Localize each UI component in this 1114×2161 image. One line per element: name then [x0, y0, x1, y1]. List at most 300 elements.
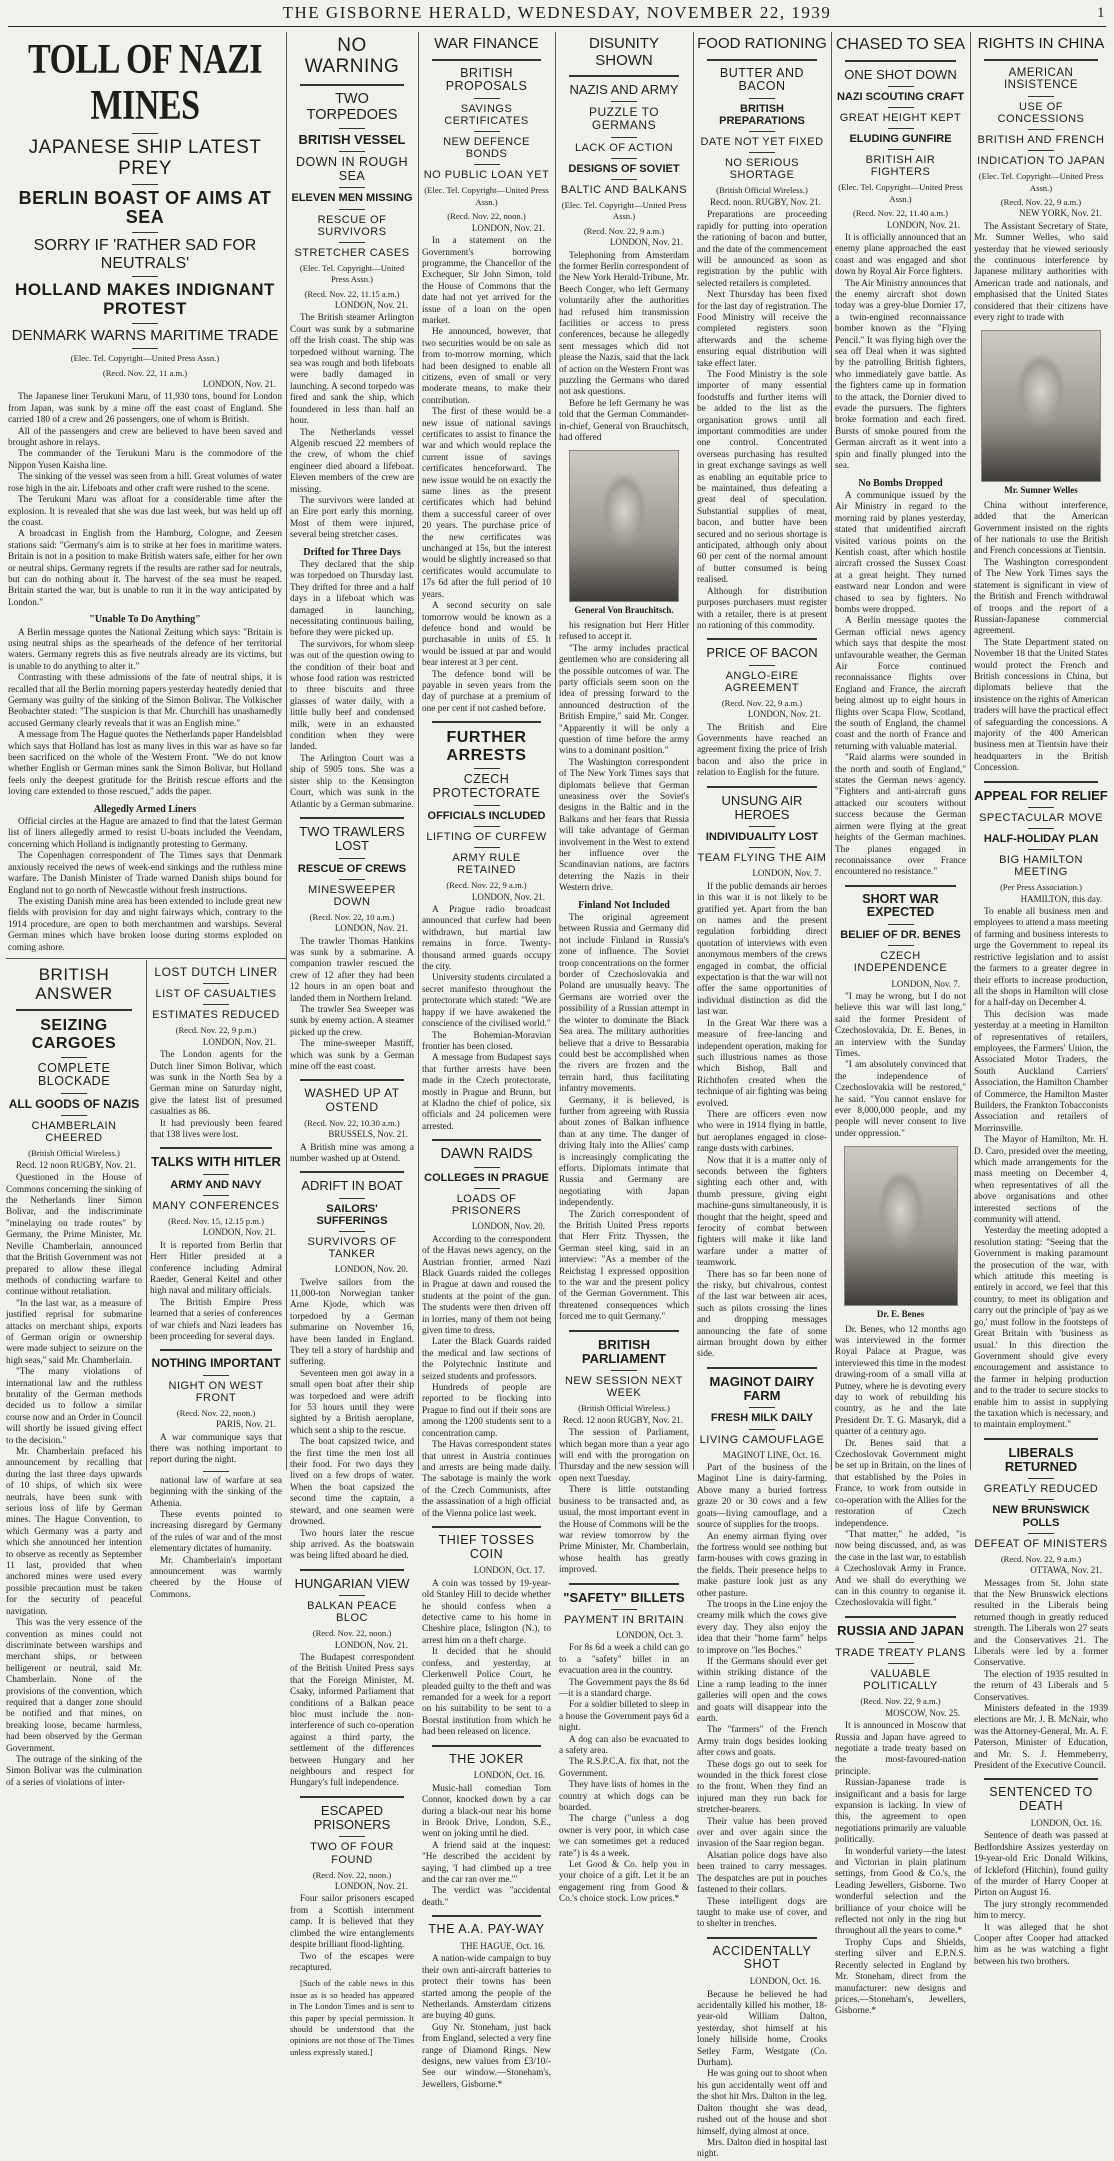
headline: THIEF TOSSES COIN: [438, 1532, 535, 1561]
column-5: [697, 32, 827, 2160]
credit-line: (British Official Wireless.): [28, 1148, 120, 1159]
divider: [749, 665, 775, 666]
dateline: Recd. 12 noon RUGBY, Nov. 21.: [562, 1414, 683, 1425]
subheadline: VALUABLE POLITICALLY: [863, 1668, 938, 1693]
divider: [569, 1583, 679, 1585]
divider: [432, 59, 541, 61]
received-line: (Recd. Nov. 22, noon.): [312, 1628, 392, 1639]
divider: [845, 60, 956, 62]
dateline: THE HAGUE, Oct. 16.: [460, 1940, 545, 1951]
headline: MAGINOT DAIRY FARM: [709, 1373, 815, 1404]
column-rule: [555, 32, 556, 1470]
dateline: LONDON, Nov. 21.: [471, 891, 545, 902]
subhead: "Unable To Do Anything": [89, 614, 201, 626]
editor-note: [Such of the cable news in this issue as is so headed has appeared in The London Times and is sent to this paper by special permission. It should be understood that the opinions are not those of The Times unless expressly stated.]: [290, 1978, 414, 2057]
subheadline: LIVING CAMOUFLAGE: [699, 1433, 825, 1446]
subheadline: LOADS OF PRISONERS: [451, 1193, 522, 1218]
subheadline: ARMY RULE RETAINED: [452, 852, 521, 877]
paragraph: The trawler Thomas Hankins was sunk by a submarine. A companion trawler rescued the crew of 12 after they had been 12 hours in an open boat and landed them in Northern Ireland.: [290, 936, 414, 1004]
paragraph: The commander of the Terukuni Maru is the commodore of the Nippon Yusen Kaisha line.: [8, 449, 282, 471]
paragraph: University students circulated a secret manifesto throughout the protectorate which stated: "We are happy if we have awakened the conscience of the civilised world.": [422, 973, 551, 1030]
paragraph: Mr. Chamberlain prefaced his announcement by recalling that during the last three days upwards of 10 ships, of which six were neutrals, have been sunk with serious loss of life by German mines. The Hague Convention, to which Germany was a party and which she announced her intention to observe as recently as September 11 last, provided that when anchored mines were used every possible precaution must be taken for the security of peaceful navigation.: [6, 1447, 142, 1617]
subheadline: NO SERIOUS SHORTAGE: [724, 157, 800, 182]
column-6: [835, 32, 966, 2017]
subheadline: SPECTACULAR MOVE: [979, 811, 1103, 824]
paragraph: A Berlin message quotes the National Zeitung which says: "Britain is using neutral ships as the spearheads of the defence of her territorial waters. Germany regrets this as five neutrals already are its victims, but is unable to do anything to alter it.": [8, 627, 282, 672]
divider: [61, 1093, 87, 1094]
headline: THE JOKER: [449, 1751, 524, 1766]
section-rule: [6, 958, 286, 959]
paragraph: For 8s 6d a week a child can go to a "safety" billet in an evacuation area in the country.: [559, 1643, 689, 1677]
divider: [888, 149, 914, 150]
paragraph: A message from Budapest says that further arrests have been made in the Czech protectorate, mostly in Prague and Brunn, but at Kladno the chief of police, six officials and 24 policemen were arrested.: [422, 1053, 551, 1132]
received-line: (Recd. Nov. 22, 9 a.m.): [1000, 196, 1082, 207]
subhead: No Bombs Dropped: [858, 477, 943, 489]
paragraph: "I may be wrong, but I do not believe this war will last long," said the former President of Czechoslovakia, Dr. E. Benes, in an interview with the Sunday Times.: [835, 991, 966, 1059]
received-line: (Recd. Nov. 22, noon.): [312, 1869, 392, 1880]
paragraph: The Arlington Court was a ship of 5905 tons. She was a sister ship to the Kensington Court, which was sunk in the Atlantic by a German submarine.: [290, 753, 414, 810]
paragraph: The survivors, for whom sleep was out of the question owing to the condition of their boat and whose food ration was restricted to three biscuits and three glasses of water daily, with a little bully beef and condensed milk, were in an exhausted condition when they were landed.: [290, 639, 414, 753]
subheadline: OFFICIALS INCLUDED: [427, 809, 546, 822]
dateline: LONDON, Nov. 21.: [334, 1639, 408, 1650]
column-2: [290, 32, 414, 2057]
subheadline: BALKAN PEACE BLOC: [307, 1600, 397, 1625]
received-line: (Recd. Nov. 22, 11 a.m.): [102, 367, 188, 378]
subheadline: NIGHT ON WEST FRONT: [168, 1379, 264, 1404]
paragraph: The Air Ministry announces that the enemy aircraft shot down today was a grey-blue Dornier 17, a twin-engined reconnaissance bomber known as the "Flying Pencil." It was flying high over the sea off Deal when it was sighted by the patrolling British fighters, who immediately gave battle. As the fighters came up in formation to the attack, the Dornier dived to evade the pursuers. The fighters broke formation and each fired. Bursts of smoke poured from the German aircraft as it went into a spin and finally plunged into the sea.: [835, 278, 966, 472]
paragraph: Before he left Germany he was told that the German Commander-in-chief, General von Brauchitsch, had offered: [559, 398, 689, 444]
divider: [984, 59, 1098, 61]
divider: [474, 1167, 500, 1168]
dateline: LONDON, Nov. 21.: [886, 219, 960, 230]
paragraph: The troops in the Line enjoy the creamy milk which the cows give every day. They also enjoy the idea that their "home farm" helps to improve on "les Boches.": [697, 1599, 827, 1656]
paragraph: The Havas correspondent states that unrest in Austria continues and arrests are being made daily. The sabotage is mainly the work of the Czech Communists, after the assassination of a high official of the Vienna police last week.: [422, 1440, 551, 1519]
subheadline: TRADE TREATY PLANS: [835, 1647, 966, 1660]
subheadline: TWO TORPEDOES: [306, 90, 398, 123]
subheadline: DATE NOT YET FIXED: [700, 136, 824, 149]
divider: [300, 1569, 404, 1571]
paragraph: Mrs. Dalton died in hospital last night.: [697, 2137, 827, 2160]
paragraph: It had previously been feared that 138 lives were lost.: [150, 1118, 282, 1141]
divider: [474, 131, 500, 132]
dateline: LONDON, Nov. 20.: [471, 1221, 545, 1232]
divider: [1028, 1533, 1054, 1534]
divider: [132, 232, 158, 233]
headline: HUNGARIAN VIEW: [294, 1575, 410, 1591]
article-toll-of-nazi-mines: [8, 32, 282, 952]
dateline: LONDON, Oct. 3.: [616, 1629, 683, 1640]
photo-caption: General Von Brauchitsch.: [574, 605, 674, 616]
dateline: LONDON, Oct. 17.: [473, 1565, 545, 1576]
divider: [749, 152, 775, 153]
advertisement: Guy Nr. Stoneham, just back from England, selected a very fine range of Diamond Rings. New designs, new values from £3/10/- See our window.—Stoneham's, Jewellers, Gisborne.*: [422, 2022, 551, 2090]
divider: [984, 781, 1098, 783]
received-line: (Recd. Nov. 22, 10 a.m.): [309, 911, 395, 922]
divider: [339, 187, 365, 188]
credit-line: (British Official Wireless.): [578, 1403, 670, 1414]
subheadline: STRETCHER CASES: [294, 246, 410, 259]
divider: [300, 1171, 404, 1173]
subheadline: NEW SESSION NEXT WEEK: [564, 1375, 684, 1400]
divider: [61, 1057, 87, 1058]
credit-line: (Elec. Tel. Copyright—United Press Assn.): [70, 353, 220, 364]
paragraph: A war communique says that there was nothing important to report during the night.: [150, 1432, 282, 1466]
dateline: LONDON, Nov. 21.: [609, 237, 683, 248]
divider: [203, 983, 229, 984]
subheadline: LACK OF ACTION: [574, 141, 674, 154]
paragraph: Questioned in the House of Commons concerning the sinking of the Netherlands liner Simon Bolivar, and the indiscriminate "minelaying on trade routes" by Germany, the Prime Minister, Mr. Neville Chamberlain, announced that the British Government was not prepared to allow these illegal methods of conducting warfare to continue without retaliation.: [6, 1173, 142, 1298]
paragraph: The first of these would be a new issue of national savings certificates to assist to finance the war and which would replace the current issue of savings certificates henceforward. The new issue would be on exactly the same lines as the present certificates which had behind them a successful career of over 20 years. The purchase price of the new certificates was unchanged at 15s, but the interest would be slightly increased so that certificates would accumulate to 17s 6d after the full period of 10 years.: [422, 407, 551, 600]
divider: [749, 826, 775, 827]
divider: [1028, 807, 1054, 808]
paragraph: A Prague radio broadcast announced that curfew had been withdrawn, but martial law remains in force. Twenty-thousand armed guards occupy the city.: [422, 905, 551, 973]
headline: THE A.A. PAY-WAY: [428, 1922, 545, 1937]
divider: [203, 1195, 229, 1196]
received-line: (Recd. Nov. 22, noon.): [447, 211, 526, 222]
article-lost-dutch-liner: [150, 962, 282, 1600]
paragraph: For a soldier billeted to sleep in a house the Government pays 6d a night.: [559, 1700, 689, 1734]
headline: ADRIFT IN BOAT: [301, 1178, 403, 1194]
dateline: LONDON, Nov. 21.: [202, 1036, 276, 1047]
divider: [749, 1407, 775, 1408]
subheadline: BIG HAMILTON MEETING: [999, 854, 1083, 879]
paragraph: The Japanese liner Terukuni Maru, of 11,930 tons, bound for London from Japan, was sunk by a mine off the east coast of England. She carried 180 of a crew and 26 passengers, one of whom is British.: [8, 392, 282, 426]
paragraph: This decision was made yesterday at a meeting in Hamilton of representatives of retailers, employees, the Farmers' Union, the Associated Motor Traders, the South Auckland Carriers' Association, the Hamilton Chamber of Commerce, the Hamilton Master Builders, the Frankton Tobacconists Association and retailers of Morrinsville.: [974, 1009, 1108, 1134]
paragraph: There has so far been none of the risky, but chivalrous, contest of the last war between air aces, such as pilots crossing the lines and dropping messages announcing the fate of some airman brought down by either side.: [697, 1269, 827, 1360]
paragraph: All of the passengers and crew are believed to have been saved and brought ashore in relays.: [8, 426, 282, 449]
paragraph: his resignation but Herr Hitler refused to accept it.: [559, 620, 689, 643]
divider: [203, 1471, 229, 1472]
divider: [339, 209, 365, 210]
credit-line: (British Official Wireless.): [716, 185, 808, 196]
paragraph: The "farmers" of the French Army train dogs besides looking after cows and goats.: [697, 1725, 827, 1759]
dateline: LONDON, Nov. 21.: [202, 1227, 276, 1238]
received-line: (Recd. Nov. 22, 9 p.m.): [175, 1025, 257, 1036]
paragraph: These events pointed to increasing disregard by Germany of the rules of war and of the most elementary dictates of humanity.: [150, 1510, 282, 1555]
divider: [16, 1009, 132, 1011]
received-line: (Recd. Nov. 22, 11.40 a.m.): [852, 208, 949, 219]
paragraph: The Bohemian-Moravian frontier has been closed.: [422, 1030, 551, 1052]
dateline: LONDON, Oct. 16.: [1030, 1817, 1102, 1828]
subheadline: ESTIMATES REDUCED: [152, 1009, 280, 1022]
divider: [707, 638, 817, 640]
paragraph: The session of Parliament, which began more than a year ago will end with the prorogation on Thursday and the new session will open next Tuesday.: [559, 1428, 689, 1484]
paragraph: A Berlin message quotes the German official news agency which says that despite the most unfavourable weather, the German Air Force continued reconnaissance flights over England and France, the aircraft being almost up to eight hours in flights over Scapa Flow, Scotland, the south of England, the channel coast and the north of France and returning with valuable material.: [835, 616, 966, 752]
divider: [984, 1438, 1098, 1440]
paragraph: "That matter," he added, "is now being discussed, and, as was the case in the last war, to establish a Czechoslovak Army in France. And we shall do everything we can in this country to organise it. Czechoslovakia will fight.": [835, 1529, 966, 1609]
divider: [749, 1429, 775, 1430]
headline: DAWN RAIDS: [440, 1146, 533, 1163]
divider: [474, 768, 500, 769]
paragraph: Russian-Japanese trade is insignificant and a basis for large expansion is lacking. In view of this, the agreement to open negotiations primarily are valuable politically.: [835, 1778, 966, 1846]
subheadline: BUTTER AND BACON: [719, 65, 805, 94]
paragraph: These intelligent dogs are taught to make use of cover, and to shelter in trenches.: [697, 1896, 827, 1930]
subheadline: PUZZLE TO GERMANS: [588, 105, 660, 133]
paragraph: The mine-sweeper Mastiff, which was sunk by a German mine off the east coast.: [290, 1039, 414, 1073]
received-line: (Recd. Nov. 22, 10.30 a.m.): [304, 1117, 400, 1128]
divider: [611, 101, 637, 102]
subheadline: MINESWEEPER DOWN: [307, 883, 396, 908]
received-line: (Recd. Nov. 22, 9 a.m.): [1000, 1553, 1082, 1564]
masthead: [8, 0, 1106, 27]
dateline: OTTAWA, Nov. 21.: [1030, 1565, 1102, 1576]
masthead-title: THE GISBORNE HERALD, WEDNESDAY, NOVEMBER 22, 1939: [282, 3, 832, 22]
dateline: LONDON, Oct. 16.: [749, 1976, 821, 1987]
subheadline: ELEVEN MEN MISSING: [291, 192, 413, 205]
dateline: NEW YORK, Nov. 21.: [1019, 208, 1102, 219]
subheadline: LIST OF CASUALTIES: [155, 988, 277, 1001]
paragraph: Sentence of death was passed at Bedfordshire Assizes yesterday on 19-year-old Eric Donald Wilkins, of Ickleford (Hitchin), found guilty of the murder of Harry Cooper at Pirton on August 16.: [974, 1831, 1108, 1899]
subheadline: BELIEF OF DR. BENES: [840, 929, 961, 942]
divider: [611, 1370, 637, 1371]
divider: [203, 1174, 229, 1175]
divider: [339, 242, 365, 243]
divider: [611, 1609, 637, 1610]
paragraph: The outrage of the sinking of the Simon Bolivar was the culmination of a series of violations of inter-: [6, 1754, 142, 1788]
divider: [749, 847, 775, 848]
paragraph: The Mayor of Hamilton, Mr. H. D. Caro, presided over the meeting, which made arrangements for the mass meeting on December 4, when representatives of all the above organisations and other interested sections of the community will attend.: [974, 1135, 1108, 1226]
paragraph: Telephoning from Amsterdam the former Berlin correspondent of the New York Herald-Tribune, Mr. Beech Conger, who left Germany voluntarily after the authorities had refused him transmission facilities or access to press conferences, because he allegedly sent messages which did not please the Nazis, said that the lack of action on the Western Front was puzzling the Germans who dared not ask questions.: [559, 250, 689, 398]
divider: [339, 1231, 365, 1232]
headline: BRITISH PARLIAMENT: [581, 1336, 667, 1366]
paragraph: The British Empire Press learned that a series of conferences of war chiefs and Nazi leaders has been proceeding for several days.: [150, 1297, 282, 1342]
divider: [160, 1147, 272, 1149]
paragraph: Dr. Benes, who 12 months ago was interviewed in the former Royal Palace at Prague, was interviewed this time in the modest drawing-room of a small villa at Putney, where he is devoting every day to work of rebuilding his country, as he and the late President Dr. T. G. Masaryk, did a quarter of a century ago.: [835, 1324, 966, 1438]
paragraph: In the Great War there was a measure of free-lancing and independent operation, making for such illustrious names as those which Bishop, Ball and Richthofen created when the technique of air fighting was being evolved.: [697, 1018, 827, 1109]
paragraph: A message from The Hague quotes the Netherlands paper Handelsblad which says that Holland has lost as many lives in this war as have so far been sacrificed on the whole of the Western Front. "We do not know whether English or German mines sank the Simon Bolivar, but Holland feels only the deepest gratitude for the British rescue efforts and the loving care extended to those rescued," adds the paper.: [8, 730, 282, 798]
paragraph: Alsatian police dogs have also been trained to carry messages. The despatches are put in pouches fastened to their collars.: [697, 1850, 827, 1896]
dateline: LONDON, Nov. 7.: [891, 978, 960, 989]
subheadline: HOLLAND MAKES INDIGNANT PROTEST: [15, 280, 275, 319]
credit-line: (Elec. Tel. Copyright—United Press Assn.): [561, 199, 687, 222]
paragraph: Mr. Chamberlain's important announcement was warmly cheered by the House of Commons.: [150, 1555, 282, 1600]
paragraph: The British steamer Arlington Court was sunk by a submarine off the Irish coast. The ship was torpedoed without warning. The sea was rough and both lifeboats were badly damaged in launching. A second torpedo was fired and sank the ship, which foundered in less than half an hour.: [290, 313, 414, 427]
divider: [203, 1375, 229, 1376]
subheadline: JAPANESE SHIP LATEST PREY: [28, 136, 262, 179]
paragraph: China without interference, added that the American Government insisted on the rights of her nationals to use the British and French concessions at Tientsin.: [974, 500, 1108, 557]
divider: [707, 786, 817, 788]
paragraph: The R.S.P.C.A. fix that, not the Government.: [559, 1757, 689, 1779]
headline: SHORT WAR EXPECTED: [862, 891, 939, 920]
divider: [474, 847, 500, 848]
headline: ESCAPED PRISONERS: [313, 1802, 391, 1833]
paragraph: It is announced in Moscow that Russia and Japan have agreed to negotiate a trade treaty based on the most-favoured-nation principle.: [835, 1721, 966, 1777]
subheadline: CHAMBERLAIN CHEERED: [31, 1120, 117, 1145]
paragraph: The Terukuni Maru was afloat for a considerable time after the explosion. It is revealed that she was due last week, but was held up off the coast.: [8, 495, 282, 528]
paragraph: Contrasting with these admissions of the fate of neutral ships, it is recalled that all the Berlin morning papers yesterday heatedly denied that Germany was guilty of the sinking of the Simon Bolivar. The Volkischer Beobachter stated: "The suspicion is that Mr. Churchill has unashamedly accused Germany clearly reveals that it was an English mine.": [8, 673, 282, 729]
subheadline: RESCUE OF CREWS: [297, 862, 407, 875]
paragraph: According to the correspondent of the Havas news agency, on the Austrian frontier, armed Nazi Black Guards raided the colleges in Prague at dawn and roused the students at the point of the gun. The students were then driven off in lorries, many of them not being given time to dress.: [422, 1234, 551, 1337]
paragraph: Preparations are proceeding rapidly for putting into operation the rationing of bacon and butter, and the date of the commencement will be announced as soon as registration by the public with selected retailers is completed.: [697, 210, 827, 289]
column-rule: [831, 32, 832, 1470]
divider: [1028, 129, 1054, 130]
paragraph: In a statement on the Government's borrowing programme, the Chancellor of the Exchequer, Sir John Simon, told the House of Commons that the date had not yet arrived for the issue of a loan on the open market.: [422, 236, 551, 326]
paragraph: A British mine was among a number washed up at Ostend.: [290, 1142, 414, 1165]
headline: FURTHER ARRESTS: [446, 729, 527, 764]
divider: [203, 1004, 229, 1005]
paragraph: "I am absolutely convinced that the independence of Czechoslovakia will be restored," he said. "You cannot enslave for ever 8,000,000 people, and my people will never consent to live under oppression.": [835, 1060, 966, 1139]
paragraph: An enemy airman flying over the fortress would see nothing but farm-houses with cows grazing in the fields. Their presence helps to make pasture look just as any other pasture.: [697, 1531, 827, 1599]
subheadline: INDIVIDUALITY LOST: [705, 831, 819, 844]
subheadline: SORRY IF 'RATHER SAD FOR NEUTRALS': [33, 237, 257, 272]
subheadline: LIFTING OF CURFEW: [426, 830, 547, 843]
subhead: Drifted for Three Days: [303, 546, 401, 558]
subheadline: SAVINGS CERTIFICATES: [444, 103, 529, 128]
divider: [707, 1367, 817, 1369]
paragraph: Part of the business of the Maginot Line is dairy-farming. Above many a buried fortress graze 20 or 30 cows and a few goats—living camouflage, and a source of supplies for the troops.: [697, 1463, 827, 1531]
paragraph: Hundreds of people are reported to be flocking into Prague to find out if their sons are among the 1200 students sent to a concentration camp.: [422, 1383, 551, 1439]
subheadline: NAZI SCOUTING CRAFT: [836, 90, 965, 103]
divider: [845, 885, 956, 887]
divider: [339, 1198, 365, 1199]
column-rule: [418, 32, 419, 1470]
paragraph: They declared that the ship was torpedoed on Thursday last. They drifted for three and a half days in a lifeboat which was damaged in launching, necessitating continuous bailing, before they were picked up.: [290, 559, 414, 639]
divider: [611, 179, 637, 180]
divider: [611, 137, 637, 138]
divider: [300, 1079, 404, 1081]
received-line: (Recd. Nov. 22, noon.): [176, 1407, 256, 1418]
headline: TALKS WITH HITLER: [151, 1154, 281, 1170]
column-7: [974, 32, 1108, 1967]
paragraph: The survivors were landed at an Eire port early this morning. Most of them were injured, several being stretcher cases.: [290, 495, 414, 541]
divider: [61, 1115, 87, 1116]
subheadline: BRITISH AIR FIGHTERS: [865, 154, 936, 179]
headline: LOST DUTCH LINER: [154, 965, 278, 979]
paragraph: Twelve sailors from the 11,000-ton Norwegian tanker Arne Kjode, which was torpedoed by a German submarine on November 16, have been landed in England. They tell a story of hardship and suffering.: [290, 1277, 414, 1368]
divider: [132, 323, 158, 324]
dateline: MOSCOW, Nov. 25.: [885, 1707, 960, 1718]
received-line: (Recd. Nov. 22, 9 a.m.): [446, 880, 527, 891]
photo-caption: Dr. E. Benes: [876, 1309, 925, 1320]
divider: [611, 158, 637, 159]
credit-line: (Elec. Tel. Copyright—United Press Assn.): [424, 185, 549, 207]
subheadline: NEW BRUNSWICK POLLS: [992, 1504, 1090, 1529]
paragraph: "In the last war, as a measure of justified reprisal for submarine attacks on merchant ships, exports of German origin or ownership were made subject to seizure on the high seas," said Mr. Chamberlain.: [6, 1298, 142, 1366]
headline: WAR FINANCE: [434, 35, 539, 52]
subheadline: GREATLY REDUCED: [983, 1483, 1099, 1496]
column-rule: [693, 32, 694, 1470]
headline: CHASED TO SEA: [835, 36, 966, 53]
paragraph: The London agents for the Dutch liner Simon Bolivar, which was sunk in the North Sea by a German mine on Saturday night, give the latest list of presumed casualties as 86.: [150, 1050, 282, 1118]
paragraph: A second security on sale tomorrow would be known as a defence bond and would be purchasable in units of £5. It would be issued at par and would bear interest at 3 per cent.: [422, 601, 551, 669]
paragraph: It is reported from Berlin that Herr Hitler presided at a conference including Admiral Raeder, General Keitel and other high naval and military officials.: [150, 1240, 282, 1297]
subheadline: PAYMENT IN BRITAIN: [563, 1613, 685, 1626]
dateline: LONDON, Nov. 7.: [752, 868, 821, 879]
paragraph: A friend said at the inquest: "He described the accident by saying, 'I had climbed up a tree and the car ran over me.'": [422, 1840, 551, 1885]
divider: [1028, 849, 1054, 850]
paragraph: There is little outstanding business to be transacted and, as usual, the most important event in the House of Commons will be the war review tomorrow by the Prime Minister, Mr. Chamberlain, whose health has greatly improved.: [559, 1485, 689, 1576]
paragraph: Two of the escapes were recaptured.: [290, 1951, 414, 1973]
column-rule: [970, 32, 971, 1470]
paragraph: The verdict was "accidental death.": [422, 1886, 551, 1908]
paragraph: Their value has been proved over and over again since the invasion of the Saar region began.: [697, 1816, 827, 1850]
divider: [474, 1188, 500, 1189]
paragraph: "Raid alarms were sounded in the north and south of England," states the German news agency. "Fighters and anti-aircraft guns attacked our scouters without success because the German airmen were flying at the great heights of the German machines. The planes engaged in reconnaissance over France encountered no resistance.": [835, 753, 966, 878]
subheadline: USE OF CONCESSIONS: [997, 100, 1085, 125]
headline: PRICE OF BACON: [706, 645, 818, 661]
divider: [888, 107, 914, 108]
subheadline: AMERICAN INSISTENCE: [1003, 66, 1078, 92]
dateline: MAGINOT LINE, Oct. 16.: [722, 1449, 821, 1460]
headline: RIGHTS IN CHINA: [977, 35, 1105, 52]
subheadline: TEAM FLYING THE AIM: [697, 852, 827, 865]
paragraph: Later the Black Guards raided the medical and law sections of the Polytechnic Institute and seized students and professors.: [422, 1337, 551, 1382]
paragraph: Dr. Benes said that a Czechoslovak Government might be set up in Britain, on the lines of that established by the Poles in France, to work from outside in co-operation with the Allies for the restoration of Czech independence.: [835, 1438, 966, 1529]
paragraph: The Assistant Secretary of State, Mr. Sumner Welles, who said yesterday that he viewed seriously the continuous interference by Japanese military authorities with American trade and nationals, and emphasised that the United States considered that their citizens have every right to trade with: [974, 221, 1108, 324]
dateline: LONDON, Oct. 16.: [473, 1770, 545, 1781]
paragraph: Music-hall comedian Tom Connor, knocked down by a car during a black-out near his home in Brook Drive, London, S.E., went on joking until he died.: [422, 1783, 551, 1840]
paragraph: Four sailor prisoners escaped from a Scottish internment camp. It is believed that they climbed the wire entanglements despite brilliant flood-lighting.: [290, 1894, 414, 1951]
page-number: 1: [1097, 5, 1106, 21]
paragraph: A dog can also be evacuated to a safety area.: [559, 1734, 689, 1756]
paragraph: The Washington correspondent of The New York Times says the statement is significant in view of the British and French withdrawal of troops and the report of a Russian-Japanese commercial agreement.: [974, 557, 1108, 637]
divider: [432, 1745, 541, 1747]
subheadline: RESCUE OF SURVIVORS: [317, 213, 387, 238]
divider: [432, 1526, 541, 1528]
paragraph: He announced, however, that two securities would be on sale as from to-morrow morning, which had been designed to enable all citizens, even of small or very moderate means, to make their contribution.: [422, 327, 551, 406]
advertisement: Trophy Cups and Shields, sterling silver and E.P.N.S. Recently selected in England by Mr. Stoneham, direct from the manufacturer: new designs and prices.—Stoneham's, Jewellers, Gisborne.*: [835, 1937, 966, 2017]
paragraph: "The many violations of international law and the ruthless brutality of the German methods decided us to follow a similar course now and an Order in Council will shortly be issued giving effect to the decision.": [6, 1367, 142, 1446]
paragraph: It is officially announced that an enemy plane approached the east coast and was engaged and shot down by Royal Air Force fighters.: [835, 232, 966, 278]
divider: [984, 1778, 1098, 1780]
dateline: LONDON, Nov. 20.: [334, 1264, 408, 1275]
divider: [160, 1349, 272, 1351]
dateline: Recd. 12 noon RUGBY, Nov. 21.: [15, 1159, 136, 1170]
subheadline: ALL GOODS OF NAZIS: [8, 1097, 140, 1112]
dateline: LONDON, Nov. 21.: [202, 379, 276, 390]
subheadline: NO PUBLIC LOAN YET: [423, 169, 550, 182]
subheadline: INDICATION TO JAPAN: [977, 155, 1105, 168]
paragraph: The Zurich correspondent of the British United Press reports that Herr Fritz Thyssen, the German steel king, said in an interview: "As a member of the Reichstag I expressed opposition to the war and the present policy of the German Government. This threatened consequences which forced me to quit Germany.": [559, 1209, 689, 1323]
subheadline: FRESH MILK DAILY: [710, 1412, 814, 1425]
divider: [1028, 828, 1054, 829]
paragraph: Messages from St. John state that the New Brunswick elections resulted in the Liberals being returned though in greatly reduced strength. The Liberals won 27 seats and the Conservatives 21. The Liberals were led by a former Conservative.: [974, 1578, 1108, 1669]
paragraph: If the Germans should ever get within striking distance of the Line a ramp leading to the inner galleries will open and the cows and goats will disappear into the earth.: [697, 1656, 827, 1725]
divider: [132, 348, 158, 349]
divider: [132, 133, 158, 134]
paragraph: If the public demands air heroes in this war it is not likely to be gratified yet. Apart from the ban on names and the present regulation forbidding direct quotation of interviews with even anonymous members of the crews engaged in combat, the official expectation is that the war will not offer the same opportunities of individual distinction as did the last war.: [697, 881, 827, 1018]
dateline: BRUSSELS, Nov. 21.: [328, 1129, 408, 1140]
advertisement: Let Good & Co. help you in your choice of a gift. Let it be an engagement ring from Good & Co.'s choice stock. Low prices.*: [559, 1860, 689, 1905]
subheadline: NAZIS AND ARMY: [569, 82, 679, 97]
headline: LIBERALS RETURNED: [1004, 1444, 1078, 1475]
paragraph: The defence bond will be payable in seven years from the day of purchase at a premium of one per cent if not cashed before.: [422, 669, 551, 714]
divider: [339, 1836, 365, 1837]
subheadline: SURVIVORS OF TANKER: [307, 1235, 397, 1261]
paragraph: They have lists of homes in the country at which dogs can be boarded.: [559, 1780, 689, 1814]
paragraph: The original agreement between Russia and Germany did not include Finland in Russia's zone of influence. The Soviet troop concentrations on the former border of Czechoslovakia and Poland are unusually heavy. The Germans are worried over the possibility of a Russian attempt in the winter to dominate the Black Sea area. The military authorities believe that a drive to Bessarabia could best be accomplished when the rivers are frozen and the terrain hard, thus facilitating infantry movements.: [559, 913, 689, 1095]
divider: [888, 1663, 914, 1664]
divider: [474, 164, 500, 165]
paragraph: Two hours later the rescue ship arrived. As the boatswain was being lifted aboard he died.: [290, 1528, 414, 1562]
advertisement: In wonderful variety—the latest and Victorian in plain platinum settings, from Good & Co.'s, the Leading Jewellers, Gisborne. Two wonderful selection and the brilliance of your choice will be reflected not only in the ring but throughout all the years to come.*: [835, 1846, 966, 1937]
paragraph: It decided that he should confess, and yesterday, at Clerkenwell Police Court, he pleaded guilty to the theft and was remanded for a week for a report on his suitability to be sent to a Borstal institution from which he had been released on licence.: [422, 1647, 551, 1738]
column-4: [559, 32, 689, 1905]
headline: APPEAL FOR RELIEF: [974, 787, 1108, 803]
subheadline: CZECH INDEPENDENCE: [853, 950, 948, 975]
paragraph: Ministers defeated in the 1939 elections are Mr. J. B. McNair, who was the Attorney-General, Mr. A. F. Paterson, Minister of Education, and Mr. S. J. Hemmeberry, President of the Executive Council.: [974, 1704, 1108, 1772]
divider: [707, 1937, 817, 1939]
headline: NO WARNING: [304, 35, 400, 77]
received-line: (Recd. Nov. 22, 9 a.m.): [583, 225, 665, 236]
paragraph: The Copenhagen correspondent of The Times says that Denmark anxiously received the news of week-end sinkings and the ruthless mine warfare. The Danish Minister of Trade warned Danish ships bound for England not to go north of Newcastle without fresh instructions.: [8, 851, 282, 896]
dateline: LONDON, Nov. 21.: [471, 222, 545, 233]
paragraph: The boat capsized twice, and the first time the men lost all their food. For two days they lived on a few drops of water. When the boat capsized the second time the captain, a steward, and one seamen were drowned.: [290, 1437, 414, 1528]
divider: [569, 75, 679, 77]
paragraph: A communique issued by the Air Ministry in regard to the morning raid by planes yesterday, stated that unidentified aircraft visited various points on the Kentish coast, after which hostile aircraft crossed the Sussex Coast at a great height. They turned eastward near London and were chased to sea by fighters. No bombs were dropped.: [835, 490, 966, 615]
column-rule: [286, 32, 287, 1470]
subheadline: TWO OF FOUR FOUND: [310, 1841, 394, 1866]
